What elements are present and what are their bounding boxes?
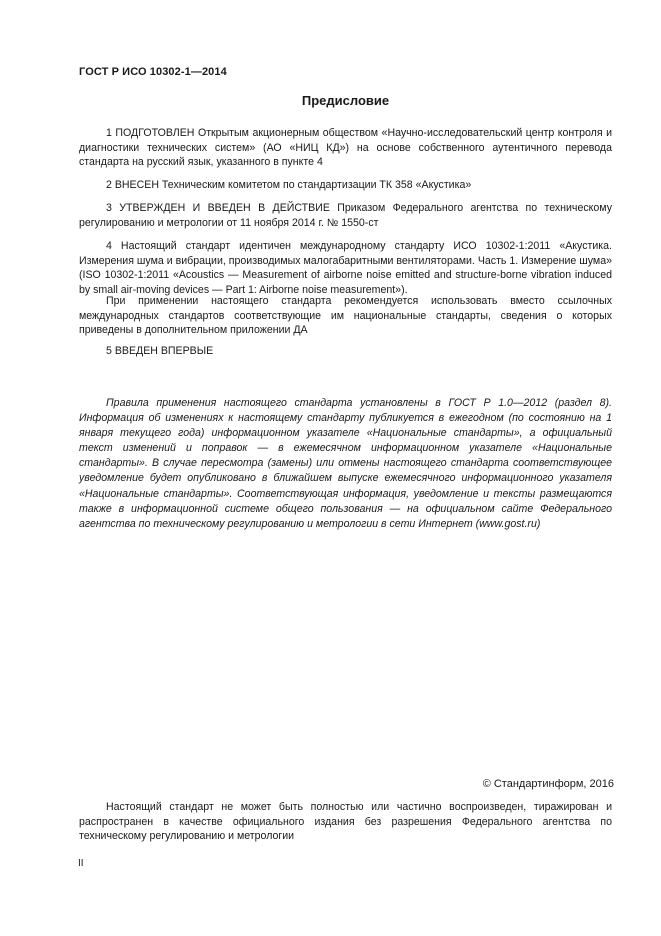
paragraph-prepared-by: 1 ПОДГОТОВЛЕН Открытым акционерным обществом «Научно-исследовательский центр контроля и диагностики технических систем» (АО «НИЦ КД») на основе собственного аутентичного перевода стандарта на русский язык, указанного в пункте 4 <box>79 127 612 169</box>
paragraph-identical-standard: 4 Настоящий стандарт идентичен международному стандарту ИСО 10302-1:2011 «Акустика. Измерения шума и вибрации, производимых малогабаритными вентиляторами. Часть 1. Измерение шума» (ISO 10302-1:2011 «Acoustics — Measurement of airborne noise emitted and structure-borne vibration induced by small air-moving devices — Part 1: Airborne noise measurement»). <box>79 240 612 296</box>
page-title: Предисловие <box>301 93 390 108</box>
standard-code-header: ГОСТ Р ИСО 10302-1—2014 <box>79 66 227 78</box>
paragraph-introduced-by: 2 ВНЕСЕН Техническим комитетом по стандартизации ТК 358 «Акустика» <box>106 179 472 191</box>
paragraph-approved: 3 УТВЕРЖДЕН И ВВЕДЕН В ДЕЙСТВИЕ Приказом Федерального агентства по техническому регулированию и метрологии от 11 ноября 2014 г. № 1550-ст <box>79 202 612 229</box>
page-number: II <box>78 858 84 869</box>
paragraph-reference-standards: При применении настоящего стандарта рекомендуется использовать вместо ссылочных международных стандартов соответствующие им национальные стандарты, сведения о которых приведены в дополнительном приложении ДА <box>79 295 612 337</box>
copyright-line: © Стандартинформ, 2016 <box>482 778 614 790</box>
reproduction-notice: Настоящий стандарт не может быть полностью или частично воспроизведен, тиражирован и распространен в качестве официального издания без разрешения Федерального агентства по техническому регулированию и метрологии <box>79 801 612 843</box>
paragraph-first-introduced: 5 ВВЕДЕН ВПЕРВЫЕ <box>106 345 214 357</box>
application-rules-notice: Правила применения настоящего стандарта установлены в ГОСТ Р 1.0—2012 (раздел 8). Информация об изменениях к настоящему стандарту публикуется в ежегодном (по состоянию на 1 января текущего года) информационном указателе «Национальные стандарты», а официальный текст изменений и поправок — в ежемесячном информационном указателе «Национальные стандарты». В случае пересмотра (замены) или отмены настоящего стандарта соответствующее уведомление будет опубликовано в ближайшем выпуске ежемесячного информационного указателя «Национальные стандарты». Соответствующая информация, уведомление и тексты размещаются также в информационной системе общего пользования — на официальном сайте Федерального агентства по техническому регулированию и метрологии в сети Интернет (www.gost.ru) <box>79 397 612 530</box>
